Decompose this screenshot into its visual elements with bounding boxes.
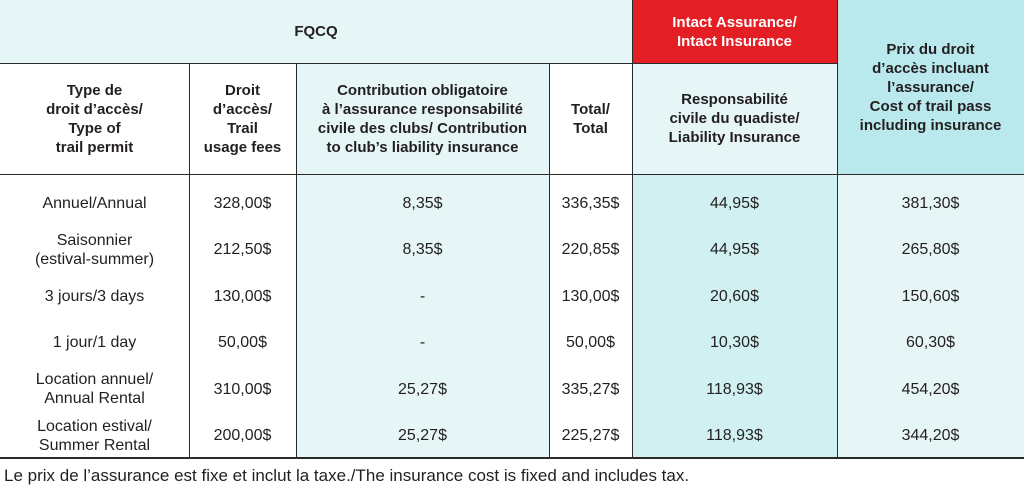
- club-contribution-header-line: Contribution obligatoire: [337, 81, 508, 99]
- divider: [0, 174, 1024, 175]
- type-header-line: Type de: [66, 81, 123, 99]
- price-cell: [837, 413, 1024, 460]
- trail-fee-cell-value: 310,00$: [213, 380, 272, 398]
- liability-cell-value: 118,93$: [706, 427, 763, 445]
- club-contribution-cell: [296, 273, 549, 320]
- trail-fee-header-line: Trail: [227, 119, 258, 137]
- trail-fee-cell-value: 328,00$: [213, 194, 272, 212]
- liability-cell: [632, 413, 837, 460]
- permit-type-cell-line: Summer Rental: [38, 436, 151, 454]
- intact-label-line2: Intact Insurance: [676, 32, 793, 50]
- club-contribution-cell: [296, 320, 549, 367]
- trail-fee-header-line: Droit: [225, 81, 260, 99]
- price-header-line: d’accès incluant: [872, 59, 989, 77]
- trail-fee-cell-value: 50,00$: [218, 334, 267, 352]
- total-cell: [549, 320, 632, 367]
- price-cell-value: 381,30$: [901, 194, 960, 212]
- club-contribution-cell: [296, 366, 549, 413]
- permit-type-cell-line: (estival-summer): [34, 250, 155, 268]
- trail-fee-cell: [189, 180, 296, 227]
- fqcq-label: FQCQ: [294, 23, 338, 40]
- price-header-line: Prix du droit: [886, 40, 975, 58]
- club-contribution-header-line: civile des clubs/ Contribution: [317, 119, 528, 137]
- liability-cell: [632, 320, 837, 367]
- price-cell-value: 150,60$: [901, 287, 960, 305]
- trail-fee-cell: [189, 320, 296, 367]
- divider: [0, 457, 1024, 459]
- divider: [189, 63, 190, 457]
- permit-type-cell: [0, 227, 189, 274]
- permit-type-cell: [0, 413, 189, 460]
- total-header-line: Total/: [571, 100, 610, 118]
- trail-fee-cell: [189, 227, 296, 274]
- liability-cell-value: 44,95$: [710, 241, 759, 259]
- type-header: [0, 63, 189, 174]
- liability-cell: [632, 366, 837, 413]
- liability-header-line: Responsabilité: [681, 91, 788, 108]
- liability-header-line: civile du quadiste/: [669, 110, 800, 127]
- trail-fee-cell: [189, 273, 296, 320]
- intact-label-line1: Intact Assurance/: [672, 13, 797, 31]
- trail-fee-header-line: usage fees: [203, 138, 282, 156]
- total-cell-value: 220,85$: [561, 241, 620, 259]
- club-contribution-cell-value: -: [419, 334, 426, 352]
- price-header-line: including insurance: [859, 116, 1002, 134]
- club-contribution-cell: [296, 413, 549, 460]
- trail-fee-cell-value: 130,00$: [213, 287, 272, 305]
- liability-cell-value: 44,95$: [710, 194, 759, 212]
- permit-type-cell-line: Location annuel/: [35, 371, 154, 389]
- permit-type-cell-line: Annuel/Annual: [42, 194, 147, 212]
- price-cell-value: 454,20$: [901, 380, 960, 398]
- permit-type-cell: [0, 366, 189, 413]
- permit-type-cell-line: Saisonnier: [56, 231, 133, 249]
- club-contribution-cell-value: 25,27$: [398, 427, 447, 445]
- total-header-line: Total: [573, 119, 608, 137]
- type-header-line: trail permit: [55, 138, 134, 156]
- price-cell-value: 344,20$: [901, 427, 960, 445]
- intact-header: [632, 0, 837, 63]
- club-contribution-cell: [296, 227, 549, 274]
- permit-type-cell: [0, 273, 189, 320]
- total-header: [549, 63, 632, 174]
- total-cell-value: 336,35$: [561, 194, 620, 212]
- divider: [837, 0, 838, 457]
- price-cell-value: 60,30$: [906, 334, 955, 352]
- club-contribution-cell-value: 8,35$: [402, 194, 443, 212]
- permit-type-cell-line: Annual Rental: [44, 390, 145, 408]
- trail-fee-cell-value: 200,00$: [213, 427, 272, 445]
- permit-type-cell-line: Location estival/: [37, 417, 152, 435]
- trail-fee-cell: [189, 366, 296, 413]
- total-cell-value: 335,27$: [561, 380, 620, 398]
- price-header: [837, 0, 1024, 174]
- total-cell-value: 50,00$: [566, 334, 615, 352]
- type-header-line: Type of: [68, 119, 121, 137]
- total-cell: [549, 366, 632, 413]
- permit-type-cell: [0, 320, 189, 367]
- price-cell: [837, 366, 1024, 413]
- liability-cell-value: 10,30$: [710, 334, 759, 352]
- liability-cell: [632, 227, 837, 274]
- trail-fee-header-line: d’accès/: [212, 100, 273, 118]
- club-contribution-cell: [296, 180, 549, 227]
- price-cell: [837, 273, 1024, 320]
- permit-type-cell-line: 1 jour/1 day: [52, 334, 137, 352]
- permit-type-cell-line: 3 jours/3 days: [44, 287, 145, 305]
- divider: [296, 63, 297, 457]
- price-header-line: l’assurance/: [887, 78, 974, 96]
- total-cell: [549, 413, 632, 460]
- price-cell: [837, 180, 1024, 227]
- club-contribution-cell-value: 25,27$: [398, 380, 447, 398]
- price-header-line: Cost of trail pass: [869, 97, 992, 115]
- divider: [0, 63, 837, 64]
- trail-fee-cell: [189, 413, 296, 460]
- club-contribution-header-line: à l’assurance responsabilité: [322, 100, 523, 118]
- liability-cell: [632, 273, 837, 320]
- price-cell: [837, 320, 1024, 367]
- liability-cell-value: 20,60$: [710, 287, 759, 305]
- type-header-line: droit d’accès/: [46, 100, 143, 118]
- total-cell: [549, 273, 632, 320]
- trail-fee-header: [189, 63, 296, 174]
- liability-cell: [632, 180, 837, 227]
- price-cell-value: 265,80$: [901, 241, 960, 259]
- trail-fee-cell-value: 212,50$: [213, 241, 272, 259]
- club-contribution-cell-value: -: [419, 287, 426, 305]
- club-contribution-header-line: to club’s liability insurance: [326, 138, 519, 156]
- club-contribution-header: [296, 63, 549, 174]
- liability-header-line: Liability Insurance: [668, 129, 801, 146]
- total-cell: [549, 180, 632, 227]
- club-contribution-cell-value: 8,35$: [402, 241, 443, 259]
- liability-cell-value: 118,93$: [706, 380, 763, 398]
- footnote: Le prix de l’assurance est fixe et inclut la taxe./The insurance cost is fixed and includes tax.: [4, 466, 690, 485]
- price-cell: [837, 227, 1024, 274]
- divider: [549, 63, 550, 457]
- total-cell-value: 130,00$: [561, 287, 620, 305]
- total-cell: [549, 227, 632, 274]
- fqcq-header: [0, 0, 632, 63]
- divider: [632, 0, 633, 457]
- liability-header: [632, 63, 837, 174]
- permit-type-cell: [0, 180, 189, 227]
- total-cell-value: 225,27$: [561, 427, 620, 445]
